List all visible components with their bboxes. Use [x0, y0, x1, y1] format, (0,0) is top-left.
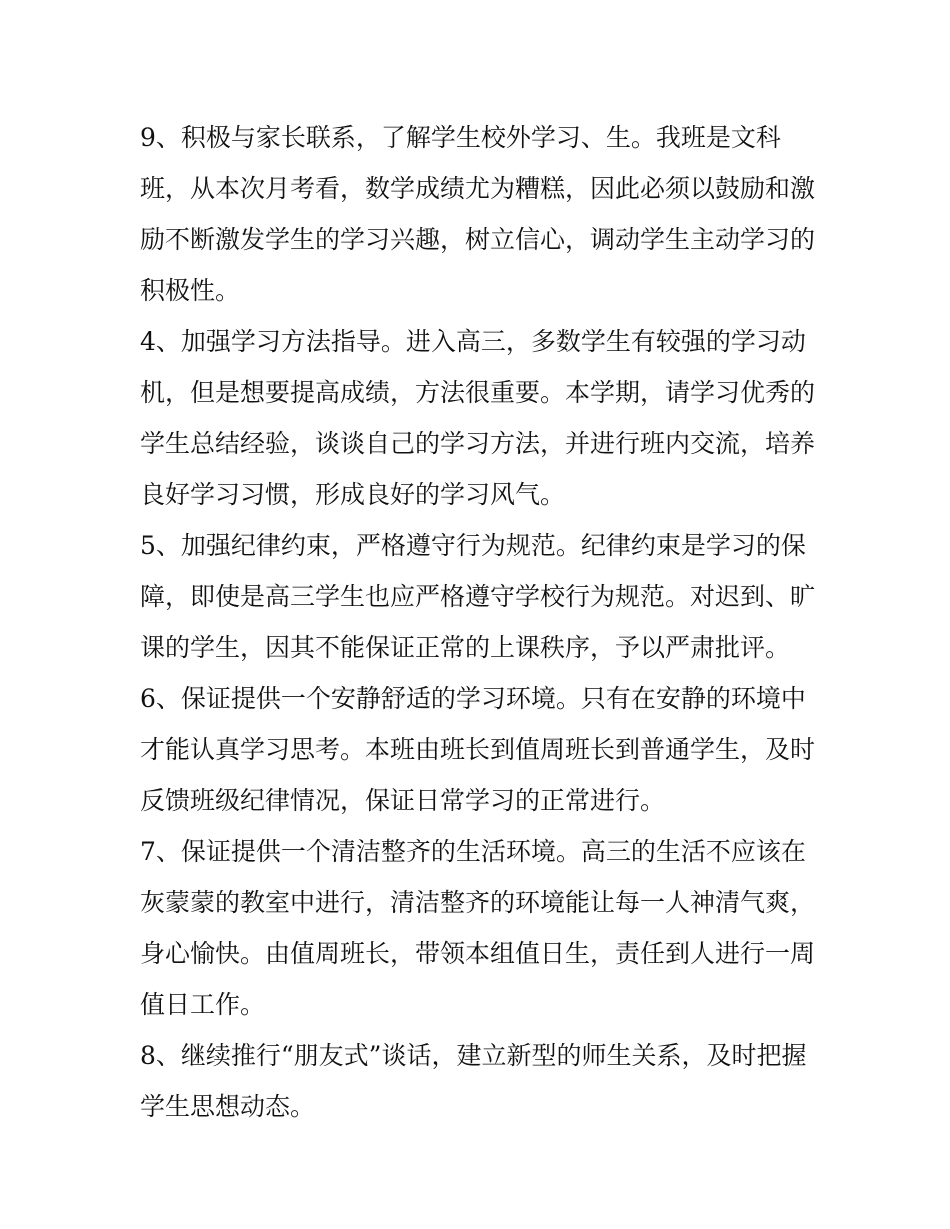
- text-line: 身心愉快。由值周班长，带领本组值日生，责任到人进行一周: [140, 939, 816, 968]
- paragraph-item-5: [140, 520, 816, 673]
- text-line: 6、保证提供一个安静舒适的学习环境。只有在安静的环境中: [140, 684, 806, 713]
- paragraph-item-4: [140, 316, 816, 520]
- text-line: 9、积极与家长联系，了解学生校外学习、生。我班是文科: [140, 123, 781, 152]
- text-line: 积极性。: [140, 276, 241, 305]
- text-line: 课的学生，因其不能保证正常的上课秩序，予以严肃批评。: [140, 633, 791, 662]
- text-line: 学生思想动态。: [140, 1092, 316, 1121]
- text-line: 反馈班级纪律情况，保证日常学习的正常进行。: [140, 786, 666, 815]
- text-line: 机，但是想要提高成绩，方法很重要。本学期，请学习优秀的: [140, 378, 816, 407]
- paragraph-item-8: [140, 1030, 812, 1132]
- paragraph-item-9: [140, 112, 816, 316]
- paragraph-item-6: [140, 673, 816, 826]
- text-line: 值日工作。: [140, 990, 266, 1019]
- text-line: 5、加强纪律约束，严格遵守行为规范。纪律约束是学习的保: [140, 531, 806, 560]
- text-line: 励不断激发学生的学习兴趣，树立信心，调动学生主动学习的: [140, 225, 816, 254]
- text-line: 学生总结经验，谈谈自己的学习方法，并进行班内交流，培养: [140, 429, 816, 458]
- text-line: 才能认真学习思考。本班由班长到值周班长到普通学生，及时: [140, 735, 816, 764]
- text-line: 良好学习习惯，形成良好的学习风气。: [140, 480, 566, 509]
- text-line: 班，从本次月考看，数学成绩尤为糟糕，因此必须以鼓励和激: [140, 174, 816, 203]
- paragraph-item-7: [140, 826, 816, 1030]
- text-line: 4、加强学习方法指导。进入高三，多数学生有较强的学习动: [140, 327, 806, 356]
- text-line: 灰蒙蒙的教室中进行，清洁整齐的环境能让每一人神清气爽，: [140, 888, 816, 917]
- document-body: [140, 112, 816, 1132]
- text-line: 障，即使是高三学生也应严格遵守学校行为规范。对迟到、旷: [140, 582, 816, 611]
- text-line: 8、继续推行“朋友式”谈话，建立新型的师生关系，及时把握: [140, 1041, 807, 1070]
- text-line: 7、保证提供一个清洁整齐的生活环境。高三的生活不应该在: [140, 837, 806, 866]
